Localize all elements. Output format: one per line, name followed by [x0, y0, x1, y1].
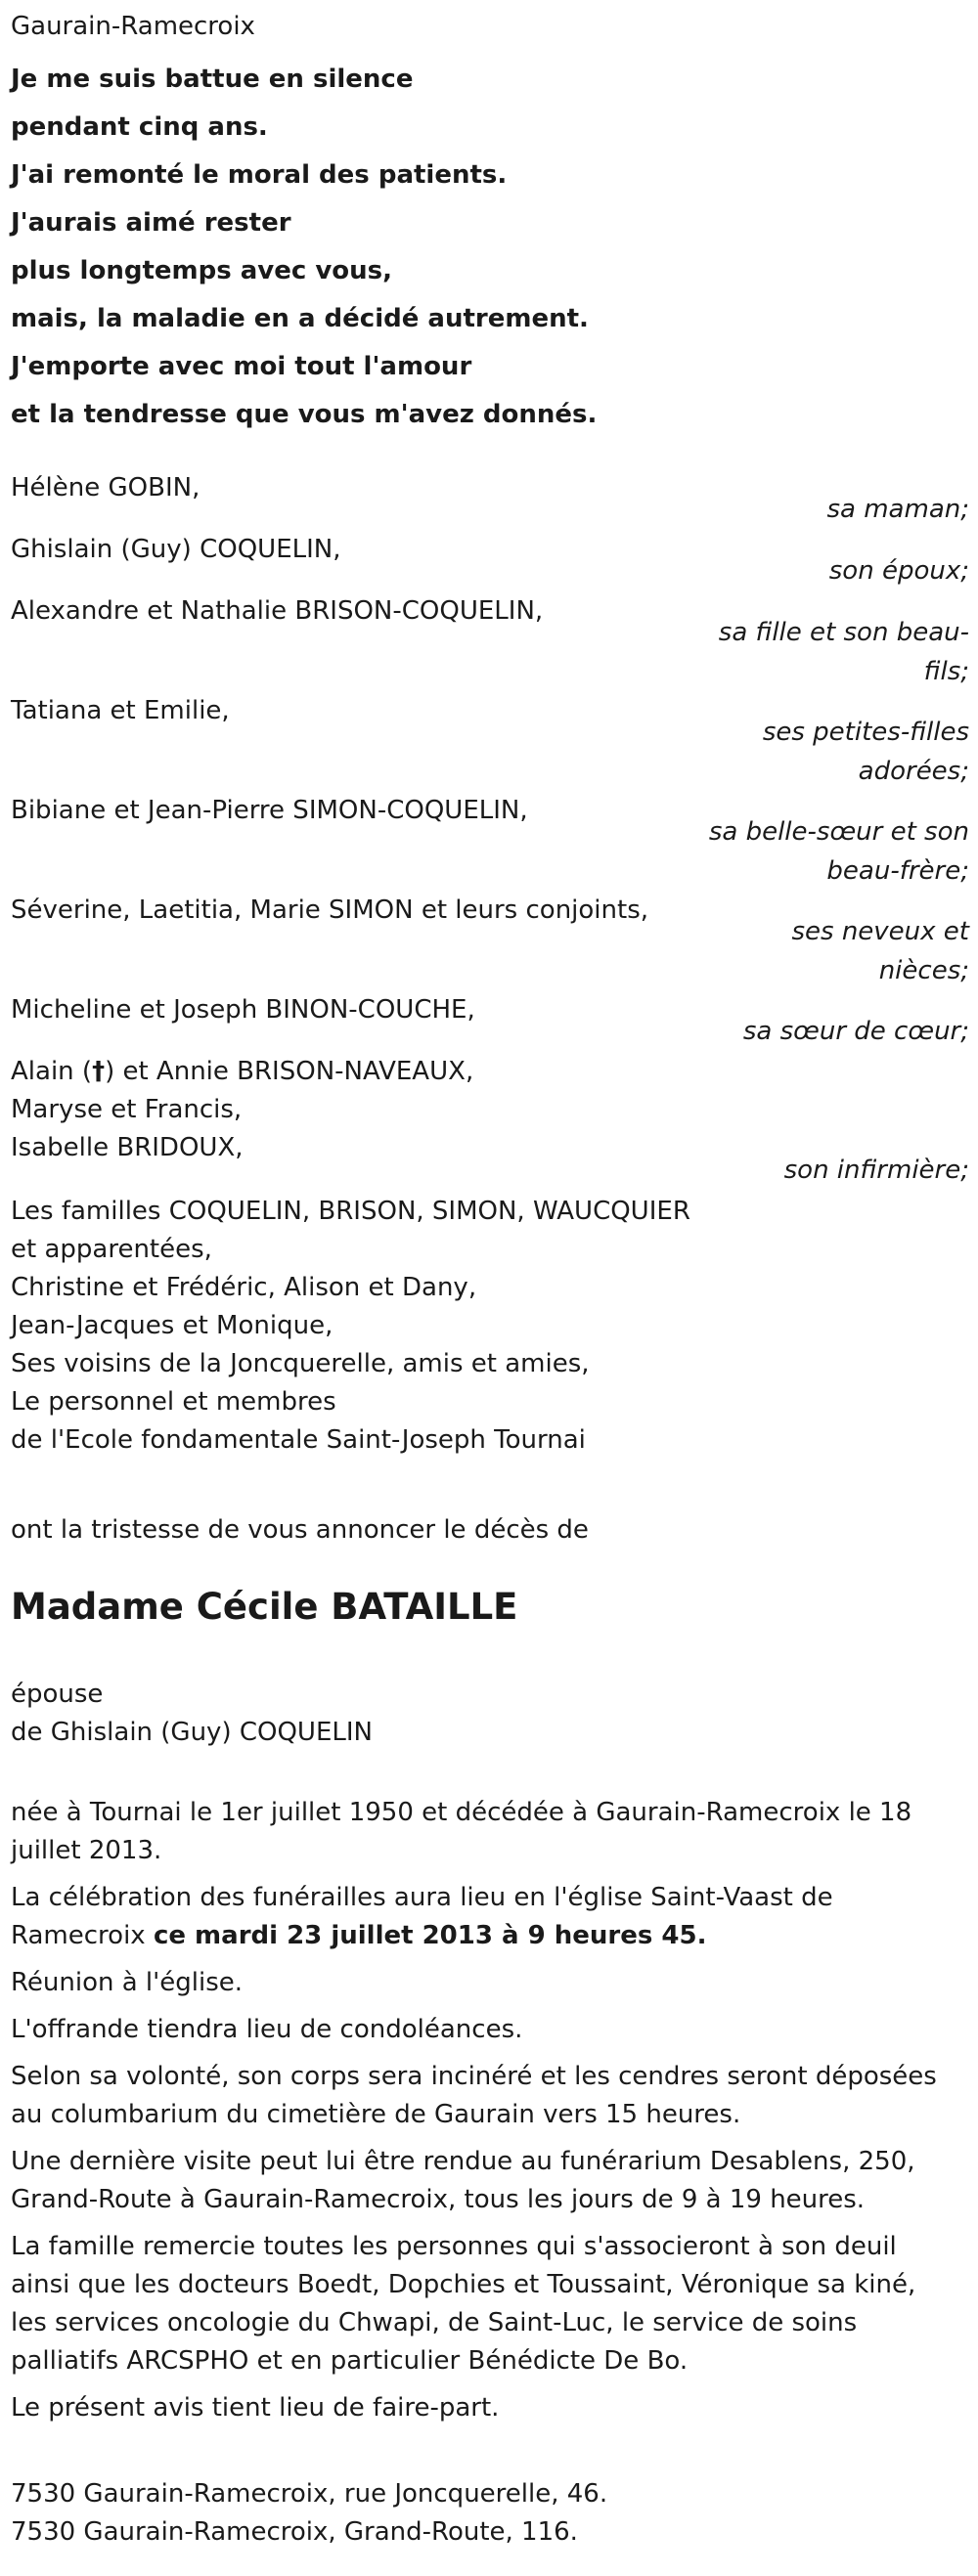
- mourner-line: Christine et Frédéric, Alison et Dany,: [11, 1273, 477, 1302]
- family-entry: [11, 531, 969, 586]
- visit-text: Une dernière visite peut lui être rendue au funérarium Desablens, 250, Grand-Route à Gaurain-Ramecroix, tous les jours de 9 à 19 heures.: [11, 2147, 915, 2214]
- family-name: Ghislain (Guy) COQUELIN,: [11, 535, 341, 564]
- poem-line: J'ai remonté le moral des patients.: [11, 160, 508, 190]
- address-line: 7530 Gaurain-Ramecroix, rue Joncquerelle, 46.: [11, 2479, 608, 2509]
- poem-line: Je me suis battue en silence: [11, 65, 414, 94]
- announcement: ont la tristesse de vous annoncer le décès de: [11, 1515, 589, 1545]
- ceremony-prefix: La célébration des funérailles aura lieu en l'église Saint-Vaast de Ramecroix: [11, 1883, 833, 1950]
- poem-line: pendant cinq ans.: [11, 112, 268, 142]
- spouse-line: de Ghislain (Guy) COQUELIN: [11, 1718, 373, 1747]
- poem-line: mais, la maladie en a décidé autrement.: [11, 304, 589, 333]
- notice-text: Le présent avis tient lieu de faire-part.: [11, 2393, 500, 2423]
- birth-death-text: née à Tournai le 1er juillet 1950 et décédée à Gaurain-Ramecroix le 18 juillet 2013.: [11, 1798, 912, 1865]
- thanks-text: La famille remercie toutes les personnes qui s'associeront à son deuil ainsi que les docteurs Boedt, Dopchies et Toussaint, Véronique sa kiné, les services oncologie du Chwapi, de Saint-Luc, le service de soins palliatifs ARCSPHO et en particulier Bénédicte De Bo.: [11, 2232, 916, 2376]
- family-relation: sa sœur de cœur;: [742, 1017, 969, 1046]
- poem: [11, 56, 597, 439]
- spouse-line: épouse: [11, 1680, 104, 1709]
- poem-line: J'emporte avec moi tout l'amour: [11, 352, 472, 381]
- family-relation: ses petites-filles adorées;: [762, 718, 969, 786]
- mourner-line: Jean-Jacques et Monique,: [11, 1311, 333, 1340]
- family-entry: [11, 592, 969, 686]
- family-entry: [11, 692, 969, 786]
- family-name: Micheline et Joseph BINON-COUCHE,: [11, 995, 475, 1025]
- other-mourners: [11, 1193, 690, 1460]
- town-header: Gaurain-Ramecroix: [11, 12, 255, 41]
- family-entry: [11, 792, 969, 886]
- name-part: ) et Annie BRISON-NAVEAUX,: [105, 1057, 474, 1086]
- offering-text: L'offrande tiendra lieu de condoléances.: [11, 2015, 523, 2044]
- ceremony-date: ce mardi 23 juillet 2013 à 9 heures 45.: [153, 1921, 707, 1950]
- poem-line: J'aurais aimé rester: [11, 208, 291, 238]
- cremation-text: Selon sa volonté, son corps sera incinéré et les cendres seront déposées au columbarium du cimetière de Gaurain vers 15 heures.: [11, 2062, 937, 2129]
- family-name: Maryse et Francis,: [11, 1095, 243, 1124]
- family-relation: son infirmière;: [783, 1156, 969, 1185]
- family-relation: ses neveux et nièces;: [791, 917, 969, 985]
- family-name: Alexandre et Nathalie BRISON-COQUELIN,: [11, 596, 544, 626]
- family-name: Tatiana et Emilie,: [11, 696, 230, 725]
- family-name: [11, 1053, 473, 1091]
- family-entry-nurse: [11, 1053, 969, 1185]
- family-relation: son époux;: [828, 556, 969, 586]
- deceased-name: Madame Cécile BATAILLE: [11, 1586, 518, 1628]
- address-line: 7530 Gaurain-Ramecroix, Grand-Route, 116.: [11, 2517, 578, 2547]
- mourner-line: Les familles COQUELIN, BRISON, SIMON, WAUCQUIER: [11, 1197, 690, 1226]
- reunion-text: Réunion à l'église.: [11, 1968, 244, 1997]
- family-name: Isabelle BRIDOUX,: [11, 1133, 244, 1162]
- family-name: Séverine, Laetitia, Marie SIMON et leurs conjoints,: [11, 895, 649, 925]
- mourner-line: de l'Ecole fondamentale Saint-Joseph Tournai: [11, 1425, 586, 1455]
- family-name: Bibiane et Jean-Pierre SIMON-COQUELIN,: [11, 796, 528, 825]
- cross-icon: †: [92, 1057, 106, 1086]
- mourner-line: et apparentées,: [11, 1235, 212, 1264]
- ceremony-text: [11, 1879, 959, 1955]
- family-relation: sa maman;: [826, 495, 969, 524]
- family-relation: sa fille et son beau-fils;: [718, 618, 969, 686]
- mourner-line: Le personnel et membres: [11, 1387, 336, 1417]
- family-name: Hélène GOBIN,: [11, 473, 200, 502]
- mourner-line: Ses voisins de la Joncquerelle, amis et amies,: [11, 1349, 590, 1378]
- name-part: Alain (: [11, 1057, 93, 1086]
- addresses: [11, 2475, 607, 2552]
- spouse-info: [11, 1676, 373, 1752]
- poem-line: plus longtemps avec vous,: [11, 256, 393, 285]
- family-entry: [11, 892, 969, 985]
- family-relation: sa belle-sœur et son beau-frère;: [708, 817, 969, 886]
- family-entry: [11, 991, 969, 1046]
- poem-line: et la tendresse que vous m'avez donnés.: [11, 400, 598, 429]
- family-entry: [11, 469, 969, 524]
